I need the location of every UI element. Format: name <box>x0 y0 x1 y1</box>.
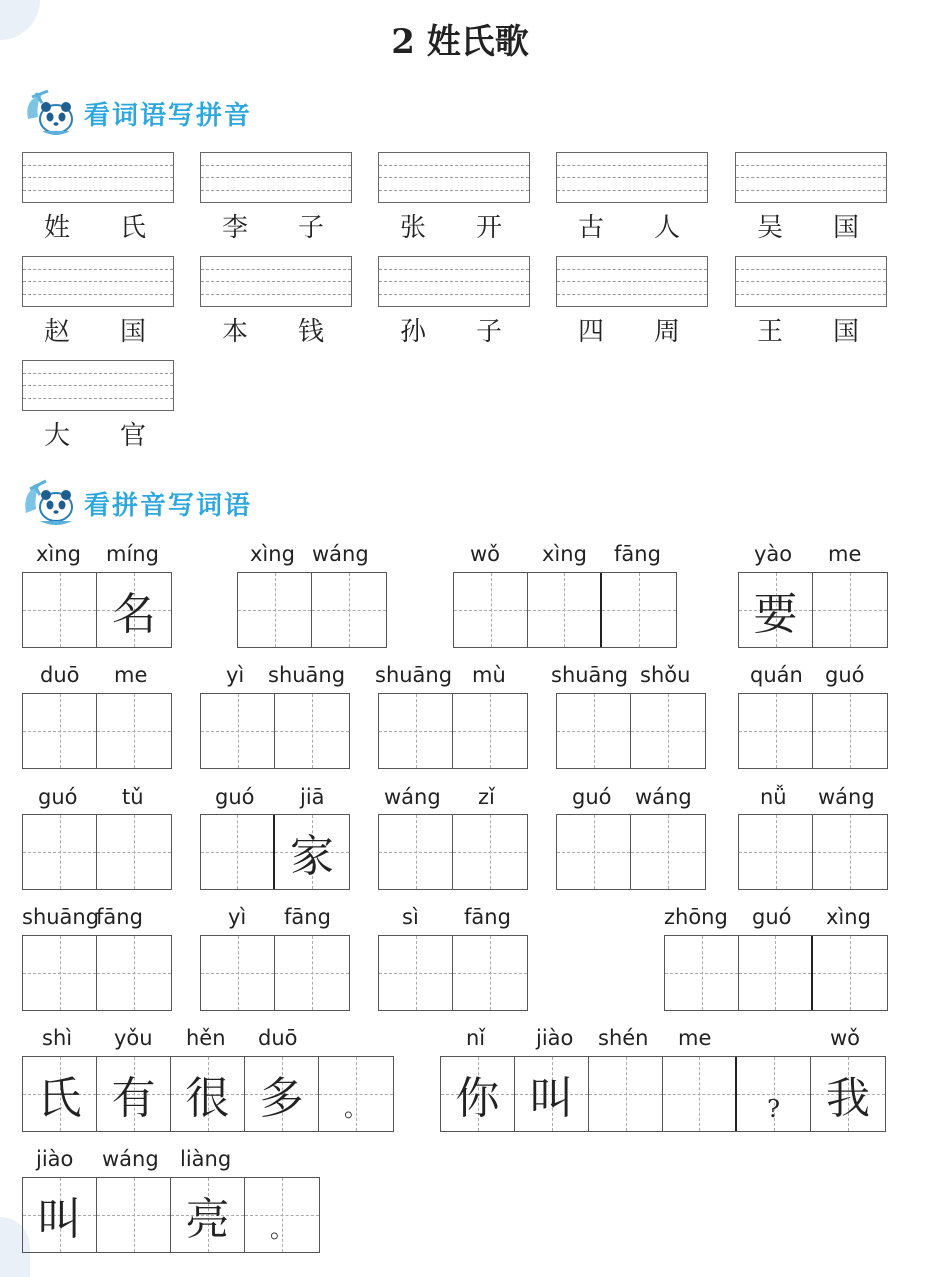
character-grid <box>378 814 528 890</box>
character-grid <box>664 935 888 1011</box>
given-character: 很 <box>185 1073 230 1124</box>
character: 本 <box>222 317 249 347</box>
pinyin-label: yào <box>754 542 793 566</box>
pinyin-label: wáng <box>818 785 875 809</box>
writing-cell <box>245 1057 319 1131</box>
pinyin-label: xìng <box>542 542 587 566</box>
character: 国 <box>832 213 859 243</box>
pinyin-label: fāng <box>614 542 661 566</box>
section-header <box>22 478 252 528</box>
writing-cell[interactable] <box>557 694 631 768</box>
pinyin-answer-lines[interactable] <box>378 152 530 203</box>
pinyin-label: shén <box>598 1026 649 1050</box>
pinyin-label: yì <box>228 905 247 929</box>
given-character: 多 <box>259 1073 304 1124</box>
character: 氏 <box>119 213 146 243</box>
given-character: 叫 <box>37 1194 82 1245</box>
character-grid <box>200 814 350 890</box>
pinyin-label: duō <box>258 1026 298 1050</box>
given-character: 家 <box>290 831 334 882</box>
given-character: 。 <box>344 1094 368 1122</box>
pinyin-label: shǒu <box>640 663 691 687</box>
writing-cell[interactable] <box>379 815 453 889</box>
given-character: 。 <box>270 1215 294 1243</box>
pinyin-answer-lines[interactable] <box>556 152 708 203</box>
word-item <box>556 256 708 348</box>
given-character: 有 <box>111 1073 156 1124</box>
writing-cell[interactable] <box>663 1057 737 1131</box>
pinyin-label: xìng <box>250 542 295 566</box>
writing-cell <box>441 1057 515 1131</box>
panda-icon <box>22 479 80 527</box>
character: 人 <box>653 213 680 243</box>
writing-cell <box>739 573 813 647</box>
writing-cell[interactable] <box>201 815 275 889</box>
given-character: 我 <box>826 1073 870 1124</box>
pinyin-label: shuāng <box>268 663 346 687</box>
pinyin-answer-lines[interactable] <box>735 152 887 203</box>
pinyin-label: nǚ <box>760 785 787 809</box>
writing-cell[interactable] <box>813 815 887 889</box>
given-character: 叫 <box>529 1073 574 1124</box>
pinyin-label: sì <box>402 905 419 929</box>
character: 大 <box>44 421 71 451</box>
writing-cell[interactable] <box>528 573 602 647</box>
word-item <box>200 152 352 244</box>
word-item <box>22 360 174 452</box>
pinyin-label: shuāng <box>551 663 629 687</box>
pinyin-label: xìng <box>826 905 871 929</box>
character: 子 <box>297 213 324 243</box>
character-grid <box>738 693 888 769</box>
character: 子 <box>475 317 502 347</box>
word-characters <box>378 207 530 244</box>
word-characters <box>22 207 174 244</box>
word-item <box>735 152 887 244</box>
section-header <box>22 88 252 138</box>
pinyin-label: me <box>828 542 862 566</box>
writing-cell <box>97 573 171 647</box>
writing-cell[interactable] <box>813 936 887 1010</box>
writing-cell[interactable] <box>97 694 171 768</box>
pinyin-label: fāng <box>96 905 143 929</box>
character: 吴 <box>757 213 784 243</box>
character-grid <box>200 935 350 1011</box>
character-grid <box>200 693 350 769</box>
writing-cell[interactable] <box>557 815 631 889</box>
character: 官 <box>119 421 146 451</box>
character: 孙 <box>400 317 427 347</box>
writing-cell <box>319 1057 393 1131</box>
character-grid <box>378 935 528 1011</box>
pinyin-label: quán <box>750 663 803 687</box>
writing-cell[interactable] <box>739 936 813 1010</box>
writing-cell <box>245 1178 319 1252</box>
given-character: 名 <box>112 589 156 640</box>
writing-cell <box>97 1057 171 1131</box>
word-item <box>378 152 530 244</box>
given-character: 要 <box>753 589 798 640</box>
word-characters <box>22 415 174 452</box>
writing-cell <box>811 1057 885 1131</box>
writing-cell[interactable] <box>23 694 97 768</box>
pinyin-label: wǒ <box>830 1026 861 1050</box>
pinyin-label: jiā <box>300 785 325 809</box>
character: 姓 <box>44 213 71 243</box>
writing-cell[interactable] <box>739 694 813 768</box>
pinyin-label: guó <box>825 663 865 687</box>
pinyin-label: shuāng <box>22 905 100 929</box>
pinyin-answer-lines[interactable] <box>556 256 708 307</box>
writing-cell[interactable] <box>312 573 386 647</box>
writing-cell[interactable] <box>23 815 97 889</box>
pinyin-answer-lines[interactable] <box>22 152 174 203</box>
character: 国 <box>832 317 859 347</box>
writing-cell[interactable] <box>97 936 171 1010</box>
character-grid <box>440 1056 886 1132</box>
pinyin-label: shì <box>42 1026 73 1050</box>
given-character: 你 <box>455 1073 500 1124</box>
character: 古 <box>578 213 605 243</box>
character: 周 <box>653 317 680 347</box>
panda-icon <box>22 89 80 137</box>
pinyin-label: me <box>114 663 148 687</box>
word-characters <box>200 207 352 244</box>
pinyin-label: wáng <box>635 785 692 809</box>
writing-cell <box>171 1057 245 1131</box>
pinyin-label: fāng <box>284 905 331 929</box>
pinyin-label: míng <box>106 542 159 566</box>
writing-cell[interactable] <box>379 694 453 768</box>
pinyin-label: fāng <box>464 905 511 929</box>
word-item <box>378 256 530 348</box>
writing-cell[interactable] <box>453 936 527 1010</box>
word-characters <box>200 311 352 348</box>
writing-cell[interactable] <box>589 1057 663 1131</box>
word-characters <box>735 311 887 348</box>
character: 王 <box>757 317 784 347</box>
pinyin-label: zhōng <box>664 905 728 929</box>
character-grid <box>22 572 172 648</box>
word-characters <box>556 311 708 348</box>
pinyin-label: duō <box>40 663 80 687</box>
word-item <box>556 152 708 244</box>
writing-cell[interactable] <box>454 573 528 647</box>
writing-cell[interactable] <box>739 815 813 889</box>
writing-cell <box>23 1178 97 1252</box>
writing-cell[interactable] <box>238 573 312 647</box>
character-grid <box>237 572 387 648</box>
writing-cell <box>515 1057 589 1131</box>
character: 开 <box>475 213 502 243</box>
pinyin-label: wáng <box>384 785 441 809</box>
character: 四 <box>578 317 605 347</box>
character-grid <box>556 693 706 769</box>
character-grid <box>22 693 172 769</box>
pinyin-label: wáng <box>312 542 369 566</box>
pinyin-answer-lines[interactable] <box>200 152 352 203</box>
writing-cell[interactable] <box>813 694 887 768</box>
given-character: ? <box>767 1095 780 1123</box>
writing-cell[interactable] <box>602 573 676 647</box>
writing-cell[interactable] <box>23 573 97 647</box>
writing-cell[interactable] <box>379 936 453 1010</box>
pinyin-answer-lines[interactable] <box>735 256 887 307</box>
pinyin-label: mù <box>472 663 506 687</box>
pinyin-answer-lines[interactable] <box>200 256 352 307</box>
writing-cell[interactable] <box>631 815 705 889</box>
pinyin-label: liàng <box>180 1147 232 1171</box>
pinyin-label: guó <box>38 785 78 809</box>
word-item <box>22 256 174 348</box>
section-title: 看词语写拼音 <box>84 100 253 131</box>
writing-cell <box>737 1057 811 1131</box>
character: 李 <box>222 213 249 243</box>
writing-cell[interactable] <box>97 815 171 889</box>
pinyin-label: xìng <box>36 542 81 566</box>
pinyin-label: guó <box>215 785 255 809</box>
page-title: 2 姓氏歌 <box>391 22 529 62</box>
character-grid <box>453 572 677 648</box>
writing-cell <box>275 815 349 889</box>
pinyin-label: nǐ <box>466 1026 486 1050</box>
character-grid <box>738 814 888 890</box>
character: 张 <box>400 213 427 243</box>
pinyin-label: guó <box>572 785 612 809</box>
writing-cell[interactable] <box>813 573 887 647</box>
given-character: 亮 <box>185 1194 230 1245</box>
word-item <box>735 256 887 348</box>
pinyin-answer-lines[interactable] <box>22 256 174 307</box>
writing-cell <box>171 1178 245 1252</box>
section-title: 看拼音写词语 <box>84 490 253 521</box>
writing-cell[interactable] <box>453 815 527 889</box>
pinyin-label: jiào <box>536 1026 574 1050</box>
pinyin-label: hěn <box>186 1026 226 1050</box>
pinyin-answer-lines[interactable] <box>22 360 174 411</box>
word-characters <box>378 311 530 348</box>
writing-cell[interactable] <box>201 936 275 1010</box>
pinyin-label: jiào <box>36 1147 74 1171</box>
character: 国 <box>119 317 146 347</box>
pinyin-label: me <box>678 1026 712 1050</box>
writing-cell[interactable] <box>275 694 349 768</box>
character-grid <box>22 1177 320 1253</box>
character-grid <box>22 935 172 1011</box>
writing-cell[interactable] <box>97 1178 171 1252</box>
writing-cell[interactable] <box>631 694 705 768</box>
pinyin-label: tǔ <box>122 785 144 809</box>
writing-cell <box>23 1057 97 1131</box>
character: 钱 <box>297 317 324 347</box>
word-characters <box>735 207 887 244</box>
writing-cell[interactable] <box>201 694 275 768</box>
character-grid <box>738 572 888 648</box>
character-grid <box>556 814 706 890</box>
word-characters <box>22 311 174 348</box>
given-character: 氏 <box>37 1073 82 1124</box>
pinyin-label: yì <box>226 663 245 687</box>
character-grid <box>22 1056 394 1132</box>
pinyin-label: wǒ <box>470 542 501 566</box>
writing-cell[interactable] <box>453 694 527 768</box>
word-item <box>200 256 352 348</box>
pinyin-label: shuāng <box>375 663 453 687</box>
writing-cell[interactable] <box>665 936 739 1010</box>
pinyin-label: guó <box>752 905 792 929</box>
character-grid <box>22 814 172 890</box>
pinyin-label: wáng <box>102 1147 159 1171</box>
writing-cell[interactable] <box>275 936 349 1010</box>
pinyin-answer-lines[interactable] <box>378 256 530 307</box>
character: 赵 <box>44 317 71 347</box>
pinyin-label: yǒu <box>114 1026 153 1050</box>
pinyin-label: zǐ <box>478 785 495 809</box>
word-characters <box>556 207 708 244</box>
word-item <box>22 152 174 244</box>
character-grid <box>378 693 528 769</box>
writing-cell[interactable] <box>23 936 97 1010</box>
